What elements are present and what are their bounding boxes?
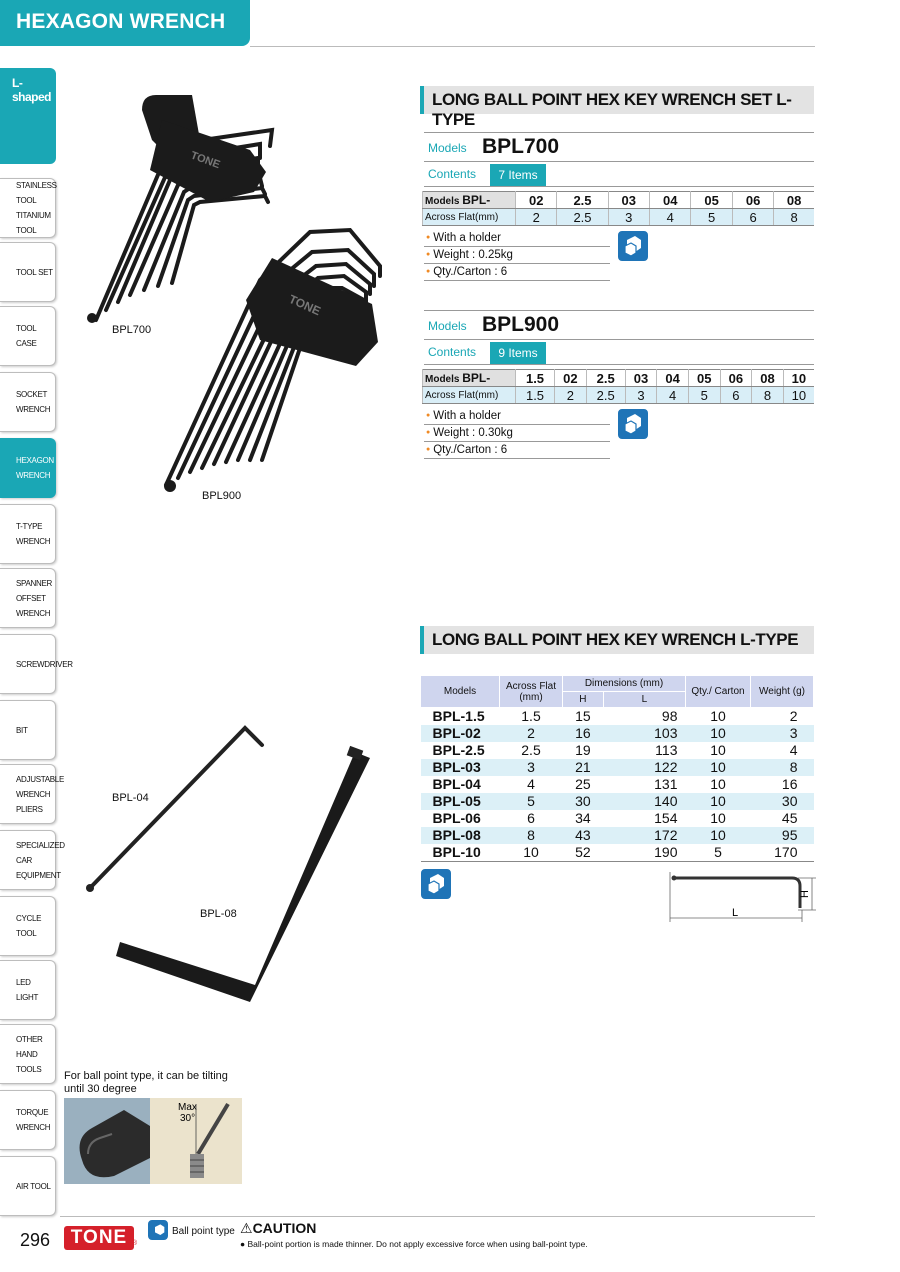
single-section-title: LONG BALL POINT HEX KEY WRENCH L-TYPE [420,626,814,654]
value-cell: 52 [563,844,604,862]
bpl900-caption: BPL900 [202,490,242,502]
spec-bullet: ● Weight : 0.25kg [424,247,610,264]
sidebar-item-label: ADJUSTABLE WRENCH PLIERS [16,774,64,814]
across-flat-value: 8 [752,387,784,404]
value-cell: 34 [575,810,591,826]
ball-point-icon [148,1220,168,1240]
value-cell: 10 [710,776,726,792]
model-code: 2.5 [557,192,608,209]
sidebar-item-label: LED LIGHT [16,978,39,1002]
sidebar-item-label: OTHER HAND TOOLS [16,1034,43,1074]
value-cell: 2 [500,725,563,742]
value-cell: 3 [751,725,814,742]
table-row [421,827,814,844]
sidebar-item-label: TOOL CASE [16,324,37,348]
bpl700-size-table [422,191,814,226]
value-cell: 113 [655,742,678,758]
sidebar-item[interactable] [0,634,73,694]
value-cell: 190 [603,844,685,862]
value-cell: 4 [527,776,535,792]
bpl700-contents-row [424,164,814,187]
across-flat-value: 3 [625,387,657,404]
value-cell: 2.5 [521,742,541,758]
spec-bullet: ● With a holder [424,230,610,247]
page-title: HEXAGON WRENCH [16,10,226,33]
sidebar-item-label: TOOL SET [16,267,53,277]
table-row [421,844,814,862]
value-cell: 8 [500,827,563,844]
sidebar-item[interactable] [0,372,56,432]
bpl700-model: BPL700 [482,135,560,158]
value-cell: 10 [686,793,751,810]
model-code: 10 [783,370,814,387]
sidebar-item-label: TORQUE WRENCH [16,1108,51,1132]
model-code: 06 [720,370,752,387]
contents-label: Contents [428,167,477,181]
model-cell: BPL-02 [421,725,500,742]
across-flat-value: 8 [774,209,814,226]
across-flat-value: 5 [691,209,732,226]
row-label-models: Models BPL- [423,370,516,387]
tilt-max-label: Max [178,1102,197,1113]
sidebar-item[interactable] [0,1090,56,1150]
bpl700-model-row [424,132,814,162]
value-cell: 122 [603,759,685,776]
bpl700-contents-badge: 7 Items [490,164,546,186]
model-cell: BPL-03 [421,759,500,776]
hex-socket-icon [421,869,451,899]
value-cell: 15 [575,708,591,724]
sidebar-item[interactable] [0,896,56,956]
table-row [421,759,814,776]
value-cell: 8 [751,759,814,776]
model-code: 08 [752,370,784,387]
sidebar-item[interactable] [0,178,56,238]
table-row [421,810,814,827]
model-cell: BPL-06 [432,810,481,826]
value-cell: 10 [710,810,726,826]
value-cell: 5 [500,793,563,810]
across-flat-value: 4 [649,209,690,226]
sidebar-item-label: SCREWDRIVER [16,659,73,669]
value-cell: 45 [781,810,798,826]
sidebar-item[interactable] [0,830,65,890]
hex-socket-icon [618,409,648,439]
sidebar-item-label: HEXAGON WRENCH [16,456,54,480]
subcategory-label: L-shaped [12,76,52,104]
value-cell: 4 [789,742,798,758]
value-cell: 131 [654,776,678,792]
sidebar-item[interactable] [0,960,56,1020]
value-cell: 10 [686,725,751,742]
header-divider [250,46,815,47]
model-code: 05 [691,192,732,209]
col-dimensions: Dimensions (mm) [563,676,686,692]
value-cell: 10 [710,708,726,724]
tilt-angle-label: 30° [180,1113,196,1124]
across-flat-value: 6 [732,209,773,226]
across-flat-value: 2.5 [557,209,608,226]
across-flat-value: 3 [608,209,649,226]
value-cell: 21 [563,759,604,776]
sidebar-item-label: SOCKET WRENCH [16,390,51,414]
value-cell: 103 [603,725,685,742]
col-qty: Qty./ Carton [686,676,751,708]
model-cell: BPL-10 [421,844,500,862]
bpl900-model-row [424,310,814,340]
sidebar-item[interactable] [0,568,56,628]
value-cell: 10 [710,742,726,758]
col-weight: Weight (g) [751,676,814,708]
bpl700-bullets [424,230,610,281]
diagram-h-label: H [799,890,811,898]
value-cell: 25 [575,776,591,792]
model-code: 2.5 [586,370,625,387]
col-models: Models [421,676,500,708]
footer-divider [60,1216,815,1217]
sidebar-item[interactable] [0,1024,56,1084]
table-row [421,793,814,810]
row-label-across-flat: Across Flat(mm) [423,387,516,404]
value-cell: 16 [563,725,604,742]
bpl900-model: BPL900 [482,313,560,336]
col-l: L [603,692,685,708]
model-code: 03 [608,192,649,209]
model-code: 06 [732,192,773,209]
hex-socket-icon [618,231,648,261]
warning-icon: ⚠ [240,1220,253,1236]
caution-heading: ⚠CAUTION [240,1220,317,1236]
sidebar-item-label: CYCLE TOOL [16,914,42,938]
sidebar-item[interactable] [0,242,56,302]
value-cell: 2 [789,708,798,724]
value-cell: 1.5 [521,708,541,724]
col-across-flat: Across Flat (mm) [500,676,563,708]
sidebar-item[interactable] [0,306,56,366]
sidebar-item-label: AIR TOOL [16,1181,51,1191]
bpl08-caption: BPL-08 [200,908,237,920]
page-number: 296 [20,1230,51,1250]
sidebar-item-label: T-TYPE WRENCH [16,522,51,546]
model-code: 02 [516,192,557,209]
col-h: H [563,692,604,708]
model-cell: BPL-08 [421,827,500,844]
single-wrench-image [80,720,380,1020]
bpl900-size-table [422,369,814,404]
models-label: Models [428,141,467,155]
sidebar-item-label: STAINLESS TOOL TITANIUM TOOL [16,181,57,235]
spec-bullet: ● With a holder [424,408,610,425]
sidebar-item-label: SPANNER OFFSET WRENCH [16,578,52,618]
across-flat-value: 2 [516,209,557,226]
sidebar-item[interactable] [0,438,56,498]
model-code: 04 [657,370,689,387]
dimensions-table [420,675,814,862]
row-label-across-flat: Across Flat(mm) [423,209,516,226]
spec-bullet: ● Weight : 0.30kg [424,425,610,442]
across-flat-value: 6 [720,387,752,404]
model-code: 02 [555,370,587,387]
model-code: 1.5 [516,370,555,387]
across-flat-value: 10 [783,387,814,404]
value-cell: 95 [751,827,814,844]
sidebar-item[interactable] [0,1156,56,1216]
row-label-models: Models BPL- [423,192,516,209]
page-header [0,0,250,46]
caution-text: ● Ball-point portion is made thinner. Do not apply excessive force when using ball-point type. [240,1239,588,1249]
value-cell: 43 [563,827,604,844]
sidebar-item-label: SPECIALIZED CAR EQUIPMENT [16,840,65,880]
model-code: 04 [649,192,690,209]
value-cell: 6 [527,810,535,826]
model-cell: BPL-1.5 [432,708,485,724]
bpl700-image [87,95,272,323]
spec-bullet: ● Qty./Carton : 6 [424,442,610,459]
bpl900-bullets [424,408,610,459]
set-section-title: LONG BALL POINT HEX KEY WRENCH SET L-TYPE [420,86,814,114]
value-cell: 3 [500,759,563,776]
across-flat-value: 5 [688,387,720,404]
bpl700-caption: BPL700 [112,324,152,336]
bpl900-contents-row [424,342,814,365]
dimension-diagram [660,866,820,926]
ball-point-photo [64,1098,150,1184]
registered-mark: ® [132,1240,138,1247]
tone-logo: TONE [64,1226,134,1250]
value-cell: 140 [603,793,685,810]
diagram-l-label: L [732,907,739,919]
value-cell: 5 [686,844,751,862]
value-cell: 172 [603,827,685,844]
spec-bullet: ● Qty./Carton : 6 [424,264,610,281]
bpl900-image [164,230,380,492]
tilt-note: For ball point type, it can be tilting until 30 degree [64,1070,228,1095]
model-code: 05 [688,370,720,387]
bpl04-caption: BPL-04 [112,792,149,804]
model-cell: BPL-05 [421,793,500,810]
value-cell: 16 [781,776,798,792]
value-cell: 10 [686,827,751,844]
across-flat-value: 4 [657,387,689,404]
value-cell: 170 [751,844,814,862]
svg-text:TONE: TONE [286,291,323,319]
model-code: 08 [774,192,814,209]
sidebar-item[interactable] [0,700,56,760]
across-flat-value: 2 [555,387,587,404]
table-row [421,742,814,759]
models-label: Models [428,319,467,333]
sidebar-item[interactable] [0,764,64,824]
table-row [421,776,814,793]
value-cell: 30 [751,793,814,810]
across-flat-value: 2.5 [586,387,625,404]
subcategory-tab[interactable] [0,68,56,164]
model-cell: BPL-2.5 [432,742,485,758]
tilt-diagram [150,1098,242,1184]
model-cell: BPL-04 [432,776,481,792]
value-cell: 19 [575,742,591,758]
value-cell: 30 [563,793,604,810]
value-cell: 10 [500,844,563,862]
ball-point-label: Ball point type [172,1226,235,1237]
value-cell: 10 [686,759,751,776]
sidebar-item[interactable] [0,504,56,564]
across-flat-value: 1.5 [516,387,555,404]
table-row [421,708,814,726]
wrench-set-image [60,80,400,510]
table-row [421,725,814,742]
contents-label: Contents [428,345,477,359]
sidebar-item-label: BIT [16,725,28,735]
value-cell: 98 [661,708,678,724]
bpl900-contents-badge: 9 Items [490,342,546,364]
svg-text:TONE: TONE [188,149,222,172]
value-cell: 154 [654,810,678,826]
model-code: 03 [625,370,657,387]
